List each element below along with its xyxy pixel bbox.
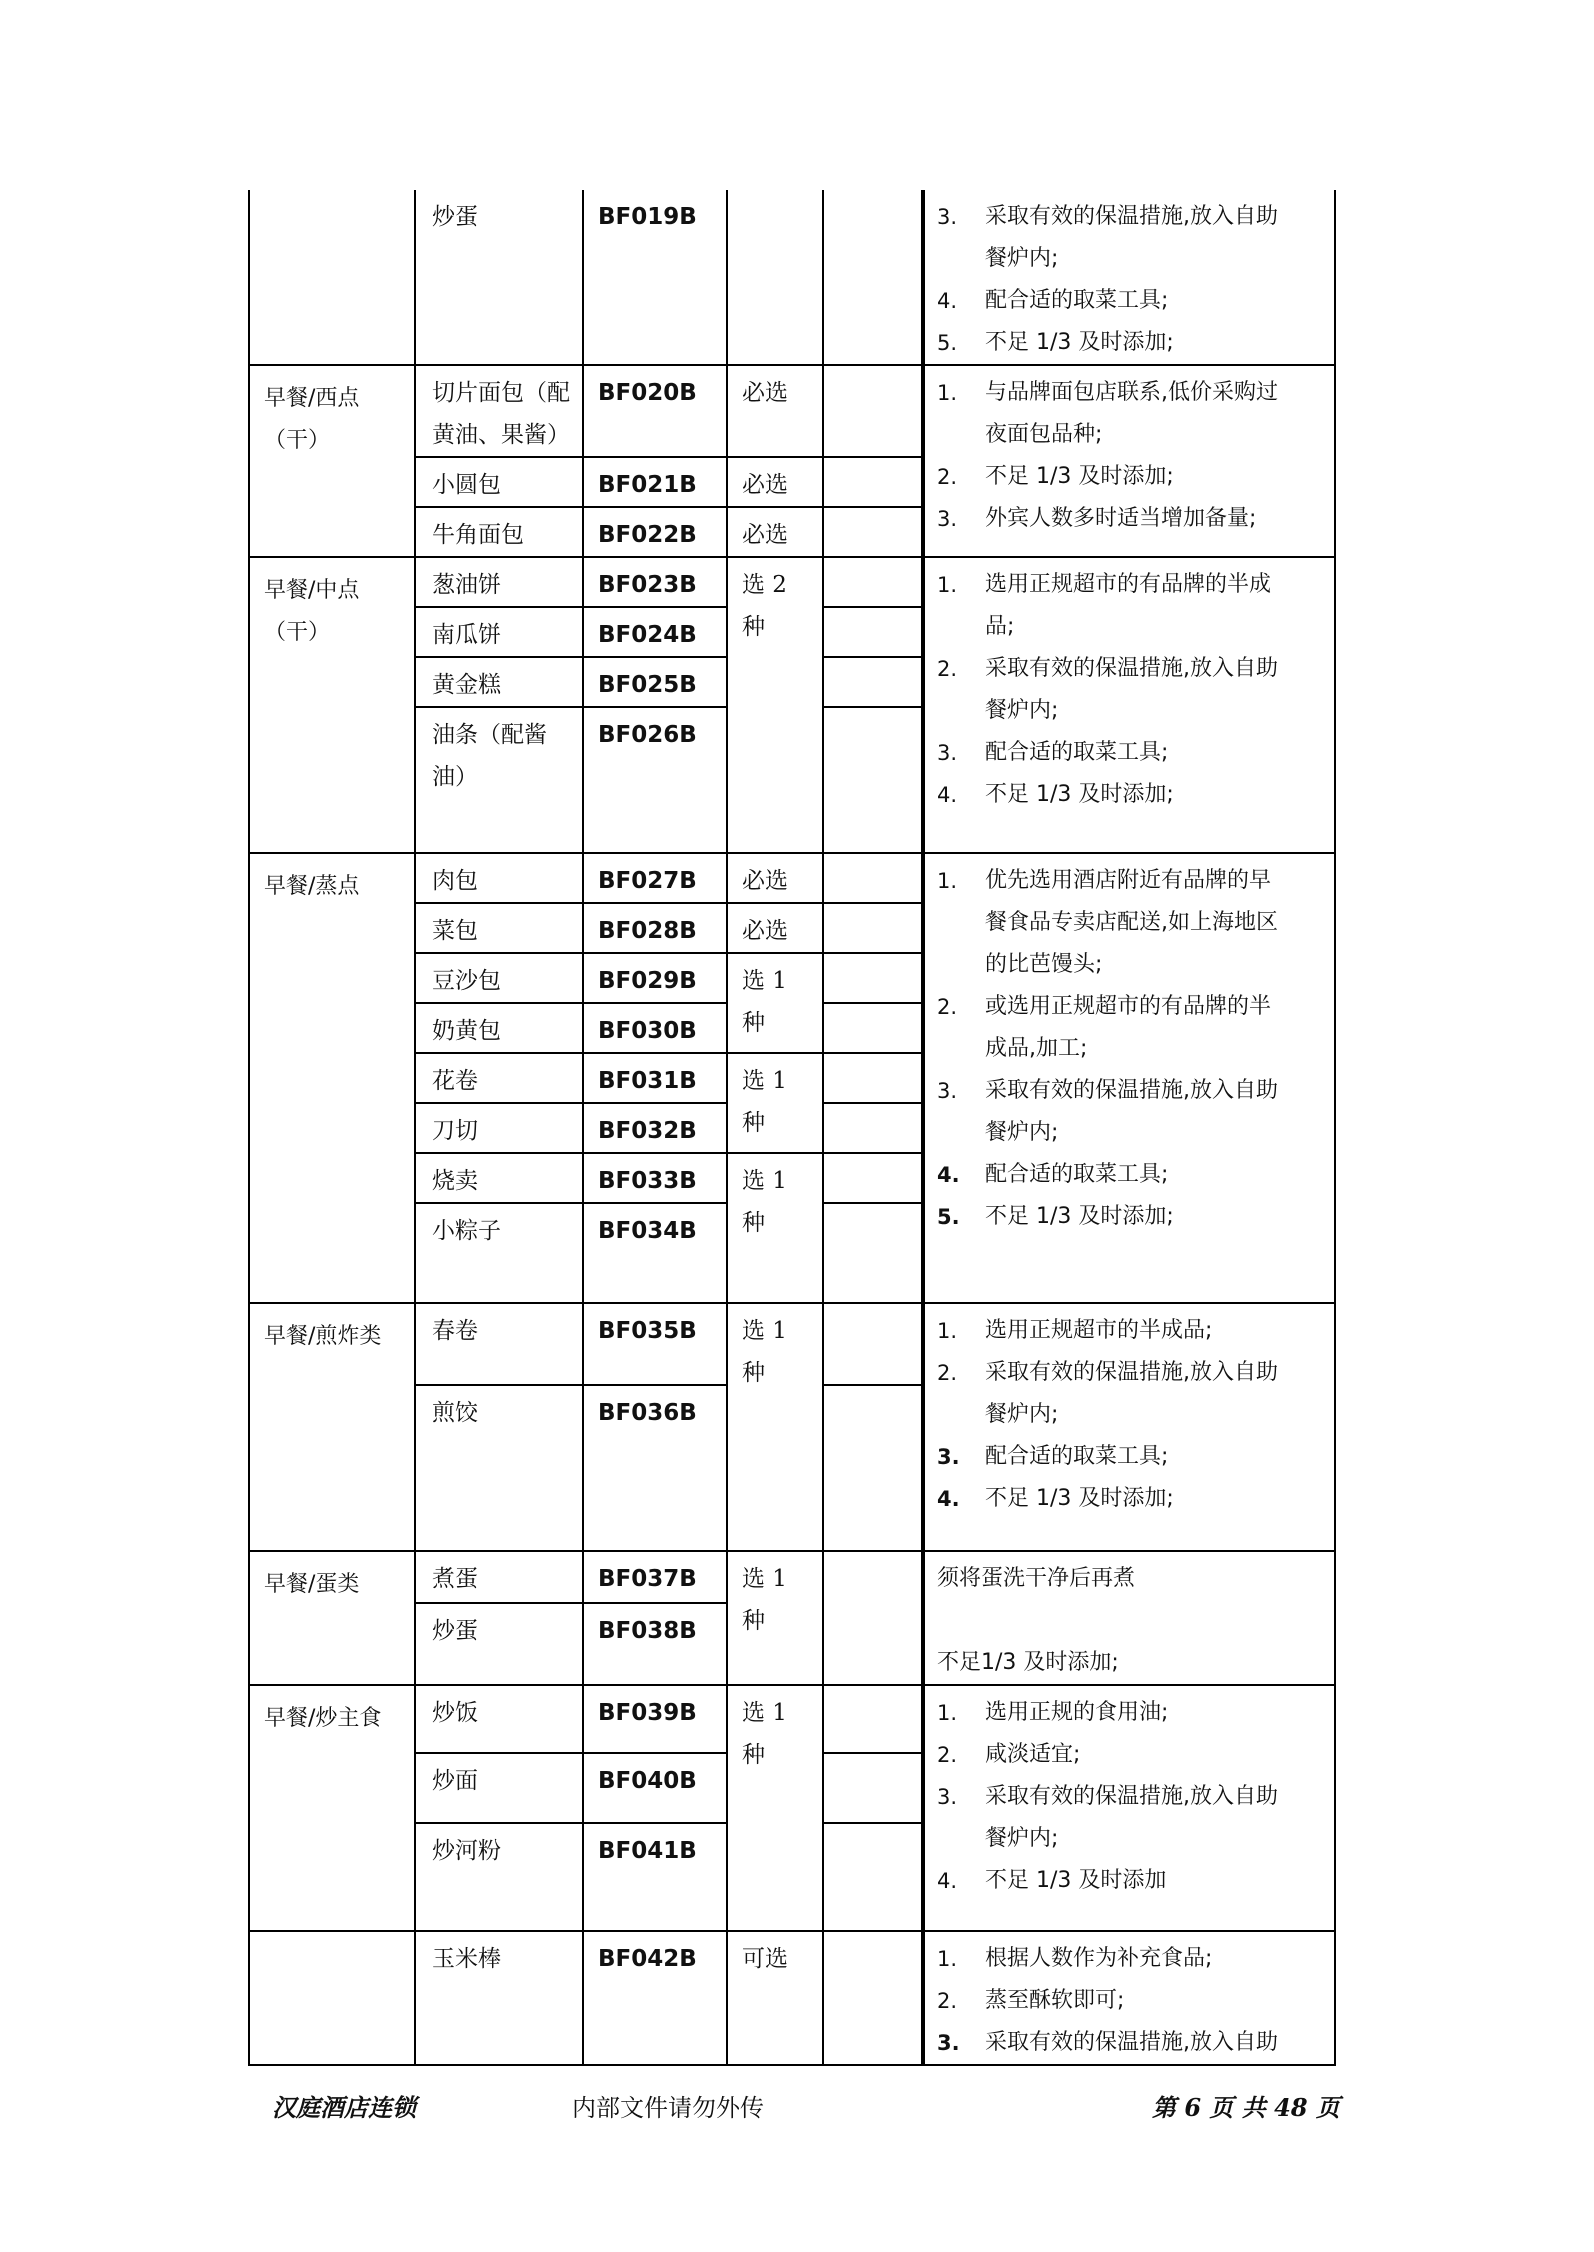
- category-cell: [249, 190, 415, 365]
- note-text: 采取有效的保温措施,放入自助: [985, 2030, 1278, 2055]
- document-page: [248, 190, 1334, 2066]
- item-code-cell: [583, 1203, 727, 1303]
- item-code: BF040B: [598, 1768, 697, 1794]
- note-line: [937, 1478, 1324, 1520]
- item-name: 南瓜饼: [432, 622, 501, 648]
- item-name: 牛角面包: [432, 522, 524, 548]
- note-line: [937, 986, 1324, 1028]
- note-text: 餐炉内;: [985, 246, 1059, 271]
- note-text: 蒸至酥软即可;: [985, 1988, 1125, 2013]
- item-name-cell: [415, 1053, 583, 1103]
- requirement: 必选: [742, 380, 788, 406]
- requirement-cell: [727, 457, 823, 507]
- spacer-cell: [823, 657, 923, 707]
- item-code-cell: [583, 1385, 727, 1551]
- item-name: 菜包: [432, 918, 478, 944]
- item-code-cell: [583, 1823, 727, 1931]
- item-name-cell: [415, 1685, 583, 1753]
- item-name: 烧卖: [432, 1168, 478, 1194]
- note-number: [937, 1394, 985, 1436]
- note-text: 选用正规超市的半成品;: [985, 1318, 1213, 1343]
- notes-cell: [923, 190, 1335, 365]
- table-row: [249, 1931, 1335, 2065]
- note-line: [937, 606, 1324, 648]
- item-name-cell: [415, 1003, 583, 1053]
- note-number: [937, 1112, 985, 1154]
- item-name-cell: [415, 707, 583, 853]
- item-name-cell: [415, 1603, 583, 1685]
- item-code: BF028B: [598, 918, 697, 944]
- note-line: [937, 902, 1324, 944]
- item-name-cell: [415, 1931, 583, 2065]
- note-text: 配合适的取菜工具;: [985, 1162, 1169, 1187]
- note-spacer: [937, 1600, 1324, 1642]
- category-cell: [249, 1931, 415, 2065]
- spacer-cell: [823, 1203, 923, 1303]
- note-line: [937, 280, 1324, 322]
- spacer-cell: [823, 1003, 923, 1053]
- note-text: 餐炉内;: [985, 698, 1059, 723]
- item-name: 葱油饼: [432, 572, 501, 598]
- table-row: [249, 190, 1335, 365]
- requirement: 选 2 种: [742, 572, 787, 640]
- note-line: [937, 2022, 1324, 2064]
- cell-line: 早餐/中点: [264, 578, 360, 603]
- item-code-cell: [583, 953, 727, 1003]
- note-text: 配合适的取菜工具;: [985, 1444, 1169, 1469]
- note-text: 配合适的取菜工具;: [985, 288, 1169, 313]
- note-line: [937, 238, 1324, 280]
- item-name: 炒蛋: [432, 204, 478, 230]
- note-line: [937, 1818, 1324, 1860]
- table-row: [249, 365, 1335, 457]
- note-text: 选用正规超市的有品牌的半成: [985, 572, 1272, 597]
- note-number: 1.: [937, 1947, 958, 1971]
- item-code: BF034B: [598, 1218, 697, 1244]
- item-code-cell: [583, 707, 727, 853]
- item-code: BF032B: [598, 1118, 697, 1144]
- spacer-cell: [823, 1385, 923, 1551]
- notes-cell: [923, 853, 1335, 1303]
- note-line: [937, 648, 1324, 690]
- item-name-cell: [415, 190, 583, 365]
- item-name-cell: [415, 953, 583, 1003]
- requirement: 选 1 种: [742, 1168, 787, 1236]
- note-line: [937, 1310, 1324, 1352]
- note-line: [937, 1938, 1324, 1980]
- cell-line: 早餐/西点: [264, 386, 360, 411]
- cell-line: 早餐/炒主食: [264, 1706, 382, 1731]
- note-text: 外宾人数多时适当增加备量;: [985, 506, 1257, 531]
- item-code-cell: [583, 1053, 727, 1103]
- item-code-cell: [583, 657, 727, 707]
- spacer-cell: [823, 507, 923, 557]
- item-code: BF024B: [598, 622, 697, 648]
- note-number: 1.: [937, 1701, 958, 1725]
- note-line: [937, 414, 1324, 456]
- note-line: [937, 690, 1324, 732]
- requirement-cell: [727, 853, 823, 903]
- note-text: 不足 1/3 及时添加;: [985, 782, 1174, 807]
- requirement-cell: [727, 190, 823, 365]
- category-cell: [249, 853, 415, 1303]
- notes-cell: [923, 1551, 1335, 1685]
- item-code-cell: [583, 507, 727, 557]
- note-text: 优先选用酒店附近有品牌的早: [985, 868, 1272, 893]
- item-code: BF039B: [598, 1700, 697, 1726]
- note-number: 2.: [937, 1743, 958, 1767]
- item-code: BF019B: [598, 204, 697, 230]
- item-code: BF029B: [598, 968, 697, 994]
- note-line: [937, 1070, 1324, 1112]
- note-text: 须将蛋洗干净后再煮: [937, 1566, 1136, 1591]
- cell-line: （干）: [264, 620, 331, 645]
- note-text: 选用正规的食用油;: [985, 1700, 1169, 1725]
- item-name-cell: [415, 557, 583, 607]
- spacer-cell: [823, 953, 923, 1003]
- item-code: BF022B: [598, 522, 697, 548]
- requirement-cell: [727, 1551, 823, 1685]
- category-cell: [249, 365, 415, 557]
- note-number: 1.: [937, 1319, 958, 1343]
- spacer-cell: [823, 1053, 923, 1103]
- cell-line: （干）: [264, 428, 331, 453]
- item-name: 煎饺: [432, 1400, 478, 1426]
- item-name: 油）: [432, 764, 478, 790]
- requirement: 选 1 种: [742, 1318, 787, 1386]
- note-line: [937, 1352, 1324, 1394]
- note-text: 不足 1/3 及时添加;: [985, 330, 1174, 355]
- requirement: 必选: [742, 522, 788, 548]
- table-row: [249, 1551, 1335, 1603]
- item-code: BF033B: [598, 1168, 697, 1194]
- item-name-cell: [415, 1103, 583, 1153]
- item-code: BF021B: [598, 472, 697, 498]
- footer-company: 汉庭酒店连锁: [272, 2093, 416, 2122]
- table-row: [249, 1685, 1335, 1753]
- table-row: [249, 853, 1335, 903]
- note-line: [937, 944, 1324, 986]
- note-text: 餐炉内;: [985, 1826, 1059, 1851]
- note-number: 3.: [937, 1785, 958, 1809]
- note-number: 3.: [937, 1445, 960, 1469]
- spacer-cell: [823, 1823, 923, 1931]
- spacer-cell: [823, 190, 923, 365]
- item-code: BF026B: [598, 722, 697, 748]
- item-code-cell: [583, 1753, 727, 1823]
- item-name-cell: [415, 365, 583, 457]
- item-name: 切片面包（配: [432, 380, 570, 406]
- item-code-cell: [583, 853, 727, 903]
- note-line: [937, 1776, 1324, 1818]
- note-text: 采取有效的保温措施,放入自助: [985, 1078, 1278, 1103]
- item-name-cell: [415, 507, 583, 557]
- notes-cell: [923, 365, 1335, 557]
- note-text: 餐炉内;: [985, 1120, 1059, 1145]
- requirement-cell: [727, 365, 823, 457]
- item-name: 小粽子: [432, 1218, 501, 1244]
- note-text: 采取有效的保温措施,放入自助: [985, 1360, 1278, 1385]
- item-code-cell: [583, 1303, 727, 1385]
- note-number: 1.: [937, 573, 958, 597]
- note-text: 餐食品专卖店配送,如上海地区: [985, 910, 1278, 935]
- item-name: 黄金糕: [432, 672, 501, 698]
- item-name-cell: [415, 1385, 583, 1551]
- note-line: [937, 1980, 1324, 2022]
- requirement: 必选: [742, 868, 788, 894]
- note-line: [937, 1112, 1324, 1154]
- note-number: [937, 606, 985, 648]
- item-name: 煮蛋: [432, 1566, 478, 1592]
- requirement-cell: [727, 1053, 823, 1153]
- item-code: BF030B: [598, 1018, 697, 1044]
- item-code: BF042B: [598, 1946, 697, 1972]
- note-text: 不足 1/3 及时添加;: [985, 1486, 1174, 1511]
- note-number: 4.: [937, 1163, 960, 1187]
- note-line: [937, 1028, 1324, 1070]
- note-line: [937, 1734, 1324, 1776]
- item-code-cell: [583, 1685, 727, 1753]
- item-code: BF020B: [598, 380, 697, 406]
- spacer-cell: [823, 1303, 923, 1385]
- note-number: [937, 944, 985, 986]
- spacer-cell: [823, 853, 923, 903]
- item-code-cell: [583, 365, 727, 457]
- note-text: 不足 1/3 及时添加;: [985, 464, 1174, 489]
- requirement: 选 1 种: [742, 1566, 787, 1634]
- item-name: 奶黄包: [432, 1018, 501, 1044]
- note-number: 3.: [937, 1079, 958, 1103]
- note-text: 的比芭馒头;: [985, 952, 1103, 977]
- note-number: 5.: [937, 331, 958, 355]
- item-code-cell: [583, 457, 727, 507]
- note-line: [937, 860, 1324, 902]
- requirement-cell: [727, 1931, 823, 2065]
- item-code: BF037B: [598, 1566, 697, 1592]
- item-name: 黄油、果酱）: [432, 422, 570, 448]
- note-number: [937, 690, 985, 732]
- note-text: 采取有效的保温措施,放入自助: [985, 204, 1278, 229]
- item-name-cell: [415, 457, 583, 507]
- item-code: BF023B: [598, 572, 697, 598]
- requirement-cell: [727, 1153, 823, 1303]
- item-code-cell: [583, 607, 727, 657]
- item-name-cell: [415, 607, 583, 657]
- item-name-cell: [415, 657, 583, 707]
- note-text: 品;: [985, 614, 1015, 639]
- requirement: 必选: [742, 472, 788, 498]
- note-text: 采取有效的保温措施,放入自助: [985, 656, 1278, 681]
- note-line: [937, 498, 1324, 540]
- table-row: [249, 557, 1335, 607]
- spacer-cell: [823, 365, 923, 457]
- item-name: 炒饭: [432, 1700, 478, 1726]
- note-text: 配合适的取菜工具;: [985, 740, 1169, 765]
- notes-cell: [923, 557, 1335, 853]
- spacer-cell: [823, 707, 923, 853]
- note-text: 咸淡适宜;: [985, 1742, 1081, 1767]
- note-number: 4.: [937, 289, 958, 313]
- item-name-cell: [415, 903, 583, 953]
- category-cell: [249, 1551, 415, 1685]
- breakfast-menu-table: [248, 190, 1336, 2066]
- category-cell: [249, 1685, 415, 1931]
- note-number: 2.: [937, 657, 958, 681]
- spacer-cell: [823, 1753, 923, 1823]
- note-line: [937, 1860, 1324, 1902]
- item-code-cell: [583, 903, 727, 953]
- note-number: 2.: [937, 995, 958, 1019]
- requirement: 可选: [742, 1946, 788, 1972]
- spacer-cell: [823, 903, 923, 953]
- item-code: BF027B: [598, 868, 697, 894]
- spacer-cell: [823, 1103, 923, 1153]
- item-code: BF035B: [598, 1318, 697, 1344]
- requirement-cell: [727, 953, 823, 1053]
- item-name: 炒蛋: [432, 1617, 478, 1644]
- note-line: [937, 322, 1324, 364]
- requirement-cell: [727, 903, 823, 953]
- note-line: [937, 774, 1324, 816]
- item-name: 玉米棒: [432, 1946, 501, 1972]
- note-text: 不足 1/3 及时添加: [985, 1868, 1167, 1893]
- spacer-cell: [823, 1931, 923, 2065]
- note-number: 1.: [937, 381, 958, 405]
- requirement: 选 1 种: [742, 968, 787, 1036]
- note-number: 4.: [937, 783, 958, 807]
- note-number: 3.: [937, 205, 958, 229]
- item-name-cell: [415, 853, 583, 903]
- note-line: [937, 456, 1324, 498]
- item-code-cell: [583, 1003, 727, 1053]
- note-text: 采取有效的保温措施,放入自助: [985, 1784, 1278, 1809]
- note-line: [937, 1436, 1324, 1478]
- note-text: 夜面包品种;: [985, 422, 1103, 447]
- item-code-cell: [583, 1931, 727, 2065]
- item-code-cell: [583, 1551, 727, 1603]
- category-cell: [249, 557, 415, 853]
- note-number: 2.: [937, 1361, 958, 1385]
- spacer-cell: [823, 1551, 923, 1685]
- footer-confidential-notice: 内部文件请勿外传: [572, 2094, 764, 2122]
- requirement-cell: [727, 1303, 823, 1551]
- note-number: 1.: [937, 869, 958, 893]
- cell-line: 早餐/蛋类: [264, 1572, 360, 1597]
- note-line: [937, 1196, 1324, 1238]
- item-name: 炒河粉: [432, 1838, 501, 1864]
- requirement: 选 1 种: [742, 1700, 787, 1768]
- item-code-cell: [583, 557, 727, 607]
- requirement-cell: [727, 557, 823, 853]
- note-text: 不足 1/3 及时添加;: [985, 1204, 1174, 1229]
- note-number: [937, 1028, 985, 1070]
- footer-page-number: 第 6 页 共 48 页: [1152, 2093, 1340, 2122]
- note-line: [937, 732, 1324, 774]
- table-row: [249, 1303, 1335, 1385]
- note-number: [937, 414, 985, 456]
- note-number: [937, 1818, 985, 1860]
- spacer-cell: [823, 1685, 923, 1753]
- cell-line: 早餐/蒸点: [264, 874, 360, 899]
- note-number: 3.: [937, 2031, 960, 2055]
- item-code: BF031B: [598, 1068, 697, 1094]
- note-text: 餐炉内;: [985, 1402, 1059, 1427]
- note-text: 根据人数作为补充食品;: [985, 1946, 1213, 1971]
- item-code: BF025B: [598, 672, 697, 698]
- note-line: [937, 564, 1324, 606]
- item-name: 春卷: [432, 1318, 478, 1344]
- requirement-cell: [727, 507, 823, 557]
- note-text: 或选用正规超市的有品牌的半: [985, 994, 1272, 1019]
- note-number: 3.: [937, 741, 958, 765]
- item-name-cell: [415, 1153, 583, 1203]
- requirement: 必选: [742, 918, 788, 944]
- requirement: 选 1 种: [742, 1068, 787, 1136]
- notes-cell: [923, 1303, 1335, 1551]
- note-text: 不足1/3 及时添加;: [937, 1650, 1119, 1675]
- note-text: 与品牌面包店联系,低价采购过: [985, 380, 1278, 405]
- note-line: [937, 1692, 1324, 1734]
- item-name-cell: [415, 1303, 583, 1385]
- item-code-cell: [583, 1153, 727, 1203]
- note-number: 4.: [937, 1869, 958, 1893]
- note-line: [937, 1154, 1324, 1196]
- note-number: 3.: [937, 507, 958, 531]
- category-cell: [249, 1303, 415, 1551]
- note-text: 成品,加工;: [985, 1036, 1088, 1061]
- page-footer: [272, 2088, 1352, 2128]
- cell-line: 早餐/煎炸类: [264, 1324, 382, 1349]
- item-name-cell: [415, 1203, 583, 1303]
- note-number: 2.: [937, 465, 958, 489]
- spacer-cell: [823, 607, 923, 657]
- note-number: 2.: [937, 1989, 958, 2013]
- item-code: BF038B: [598, 1617, 697, 1644]
- note-line: [937, 196, 1324, 238]
- spacer-cell: [823, 457, 923, 507]
- item-name: 肉包: [432, 868, 478, 894]
- item-code-cell: [583, 1103, 727, 1153]
- item-code: BF036B: [598, 1400, 697, 1426]
- note-number: 5.: [937, 1205, 960, 1229]
- item-name: 花卷: [432, 1068, 478, 1094]
- note-line: [937, 1394, 1324, 1436]
- item-name: 小圆包: [432, 472, 501, 498]
- requirement-cell: [727, 1685, 823, 1931]
- note-number: 4.: [937, 1487, 960, 1511]
- item-name-cell: [415, 1823, 583, 1931]
- item-code: BF041B: [598, 1838, 697, 1864]
- note-number: [937, 238, 985, 280]
- notes-cell: [923, 1931, 1335, 2065]
- item-name: 炒面: [432, 1768, 478, 1794]
- item-name: 刀切: [432, 1118, 478, 1144]
- spacer-cell: [823, 557, 923, 607]
- item-name-cell: [415, 1551, 583, 1603]
- item-name: 豆沙包: [432, 968, 501, 994]
- note-number: [937, 902, 985, 944]
- item-code-cell: [583, 1603, 727, 1685]
- notes-cell: [923, 1685, 1335, 1931]
- item-name-cell: [415, 1753, 583, 1823]
- note-line: [937, 372, 1324, 414]
- spacer-cell: [823, 1153, 923, 1203]
- item-code-cell: [583, 190, 727, 365]
- item-name: 油条（配酱: [432, 722, 547, 748]
